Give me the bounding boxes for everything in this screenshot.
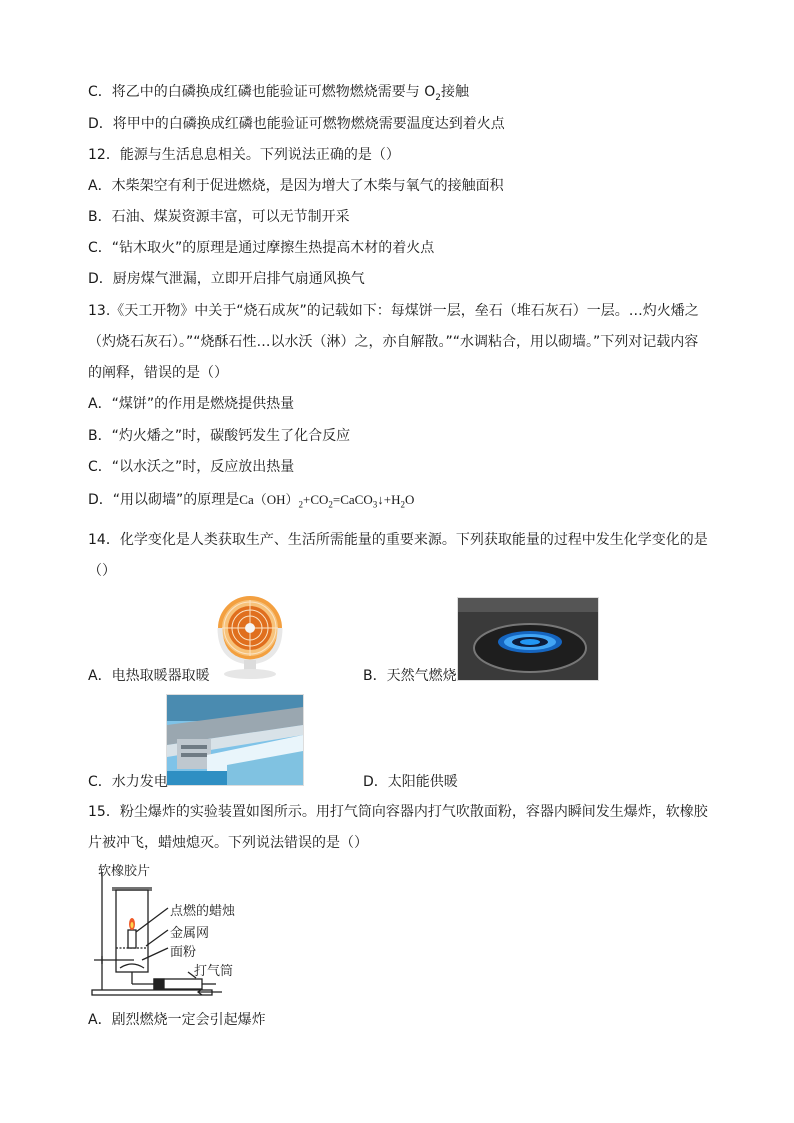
q11-option-d: D．将甲中的白磷换成红磷也能验证可燃物燃烧需要温度达到着火点 [88,116,505,132]
q13-option-a: A．“煤饼”的作用是燃烧提供热量 [88,396,295,412]
fig-label-mesh: 金属网 [170,926,210,941]
fig-label-candle: 点燃的蜡烛 [170,904,236,919]
q13-option-d [88,490,414,515]
q11-option-c-sub: 2 [435,92,441,103]
hydropower-image [166,694,304,786]
q12-option-d: D．厨房煤气泄漏，立即开启排气扇通风换气 [88,271,365,287]
dust-explosion-apparatus-diagram [88,856,288,1002]
q13-stem-line3: 的阐释，错误的是（） [88,365,228,381]
q14-stem-line1: 14．化学变化是人类获取生产、生活所需能量的重要来源。下列获取能量的过程中发生化学变化的是 [88,532,708,548]
q14-option-c: C．水力发电 [88,774,168,790]
q12-option-c: C．“钻木取火”的原理是通过摩擦生热提高木材的着火点 [88,240,435,256]
q13-formula: $Ca(OH)_2+CO_2=CaCO_3↓+H_2O$ [239,492,415,510]
q11-option-c [88,82,469,108]
q11-option-c-text: C．将乙中的白磷换成红磷也能验证可燃物燃烧需要与 O [88,84,436,100]
q14-option-a: A．电热取暖器取暖 [88,668,210,684]
q13-option-d-text: D．“用以砌墙”的原理是 [88,492,240,508]
q12-option-b: B．石油、煤炭资源丰富，可以无节制开采 [88,209,350,225]
q14-option-b: B．天然气燃烧 [363,668,457,684]
q12-stem: 12．能源与生活息息相关。下列说法正确的是（） [88,147,400,163]
electric-heater-image [208,590,292,682]
fig-label-rubber-sheet: 软橡胶片 [98,864,151,879]
q11-option-c-post: 接触 [440,84,469,100]
q13-option-b: B．“灼火燔之”时，碳酸钙发生了化合反应 [88,428,351,444]
q13-stem-line2: （灼烧石灰石）。”“烧酥石性…以水沃（淋）之，亦自解散。”“水调粘合，用以砌墙。”下列对记载内容 [88,334,699,350]
q14-stem-line2: （） [88,563,116,579]
gas-flame-image [457,597,599,681]
q15-option-a: A．剧烈燃烧一定会引起爆炸 [88,1012,266,1028]
q15-stem-line2: 片被冲飞，蜡烛熄灭。下列说法错误的是（） [88,835,368,851]
q13-stem-line1: 13.《天工开物》中关于“烧石成灰”的记载如下：每煤饼一层，垒石（堆石灰石）一层。…灼火燔之 [88,303,699,319]
q13-option-c: C．“以水沃之”时，反应放出热量 [88,459,295,475]
q14-option-d: D．太阳能供暖 [363,774,458,790]
q12-option-a: A．木柴架空有利于促进燃烧，是因为增大了木柴与氧气的接触面积 [88,178,504,194]
fig-label-flour: 面粉 [170,945,197,960]
q15-stem-line1: 15．粉尘爆炸的实验装置如图所示。用打气筒向容器内打气吹散面粉，容器内瞬间发生爆炸，软橡胶 [88,804,708,820]
fig-label-pump: 打气筒 [194,964,234,979]
